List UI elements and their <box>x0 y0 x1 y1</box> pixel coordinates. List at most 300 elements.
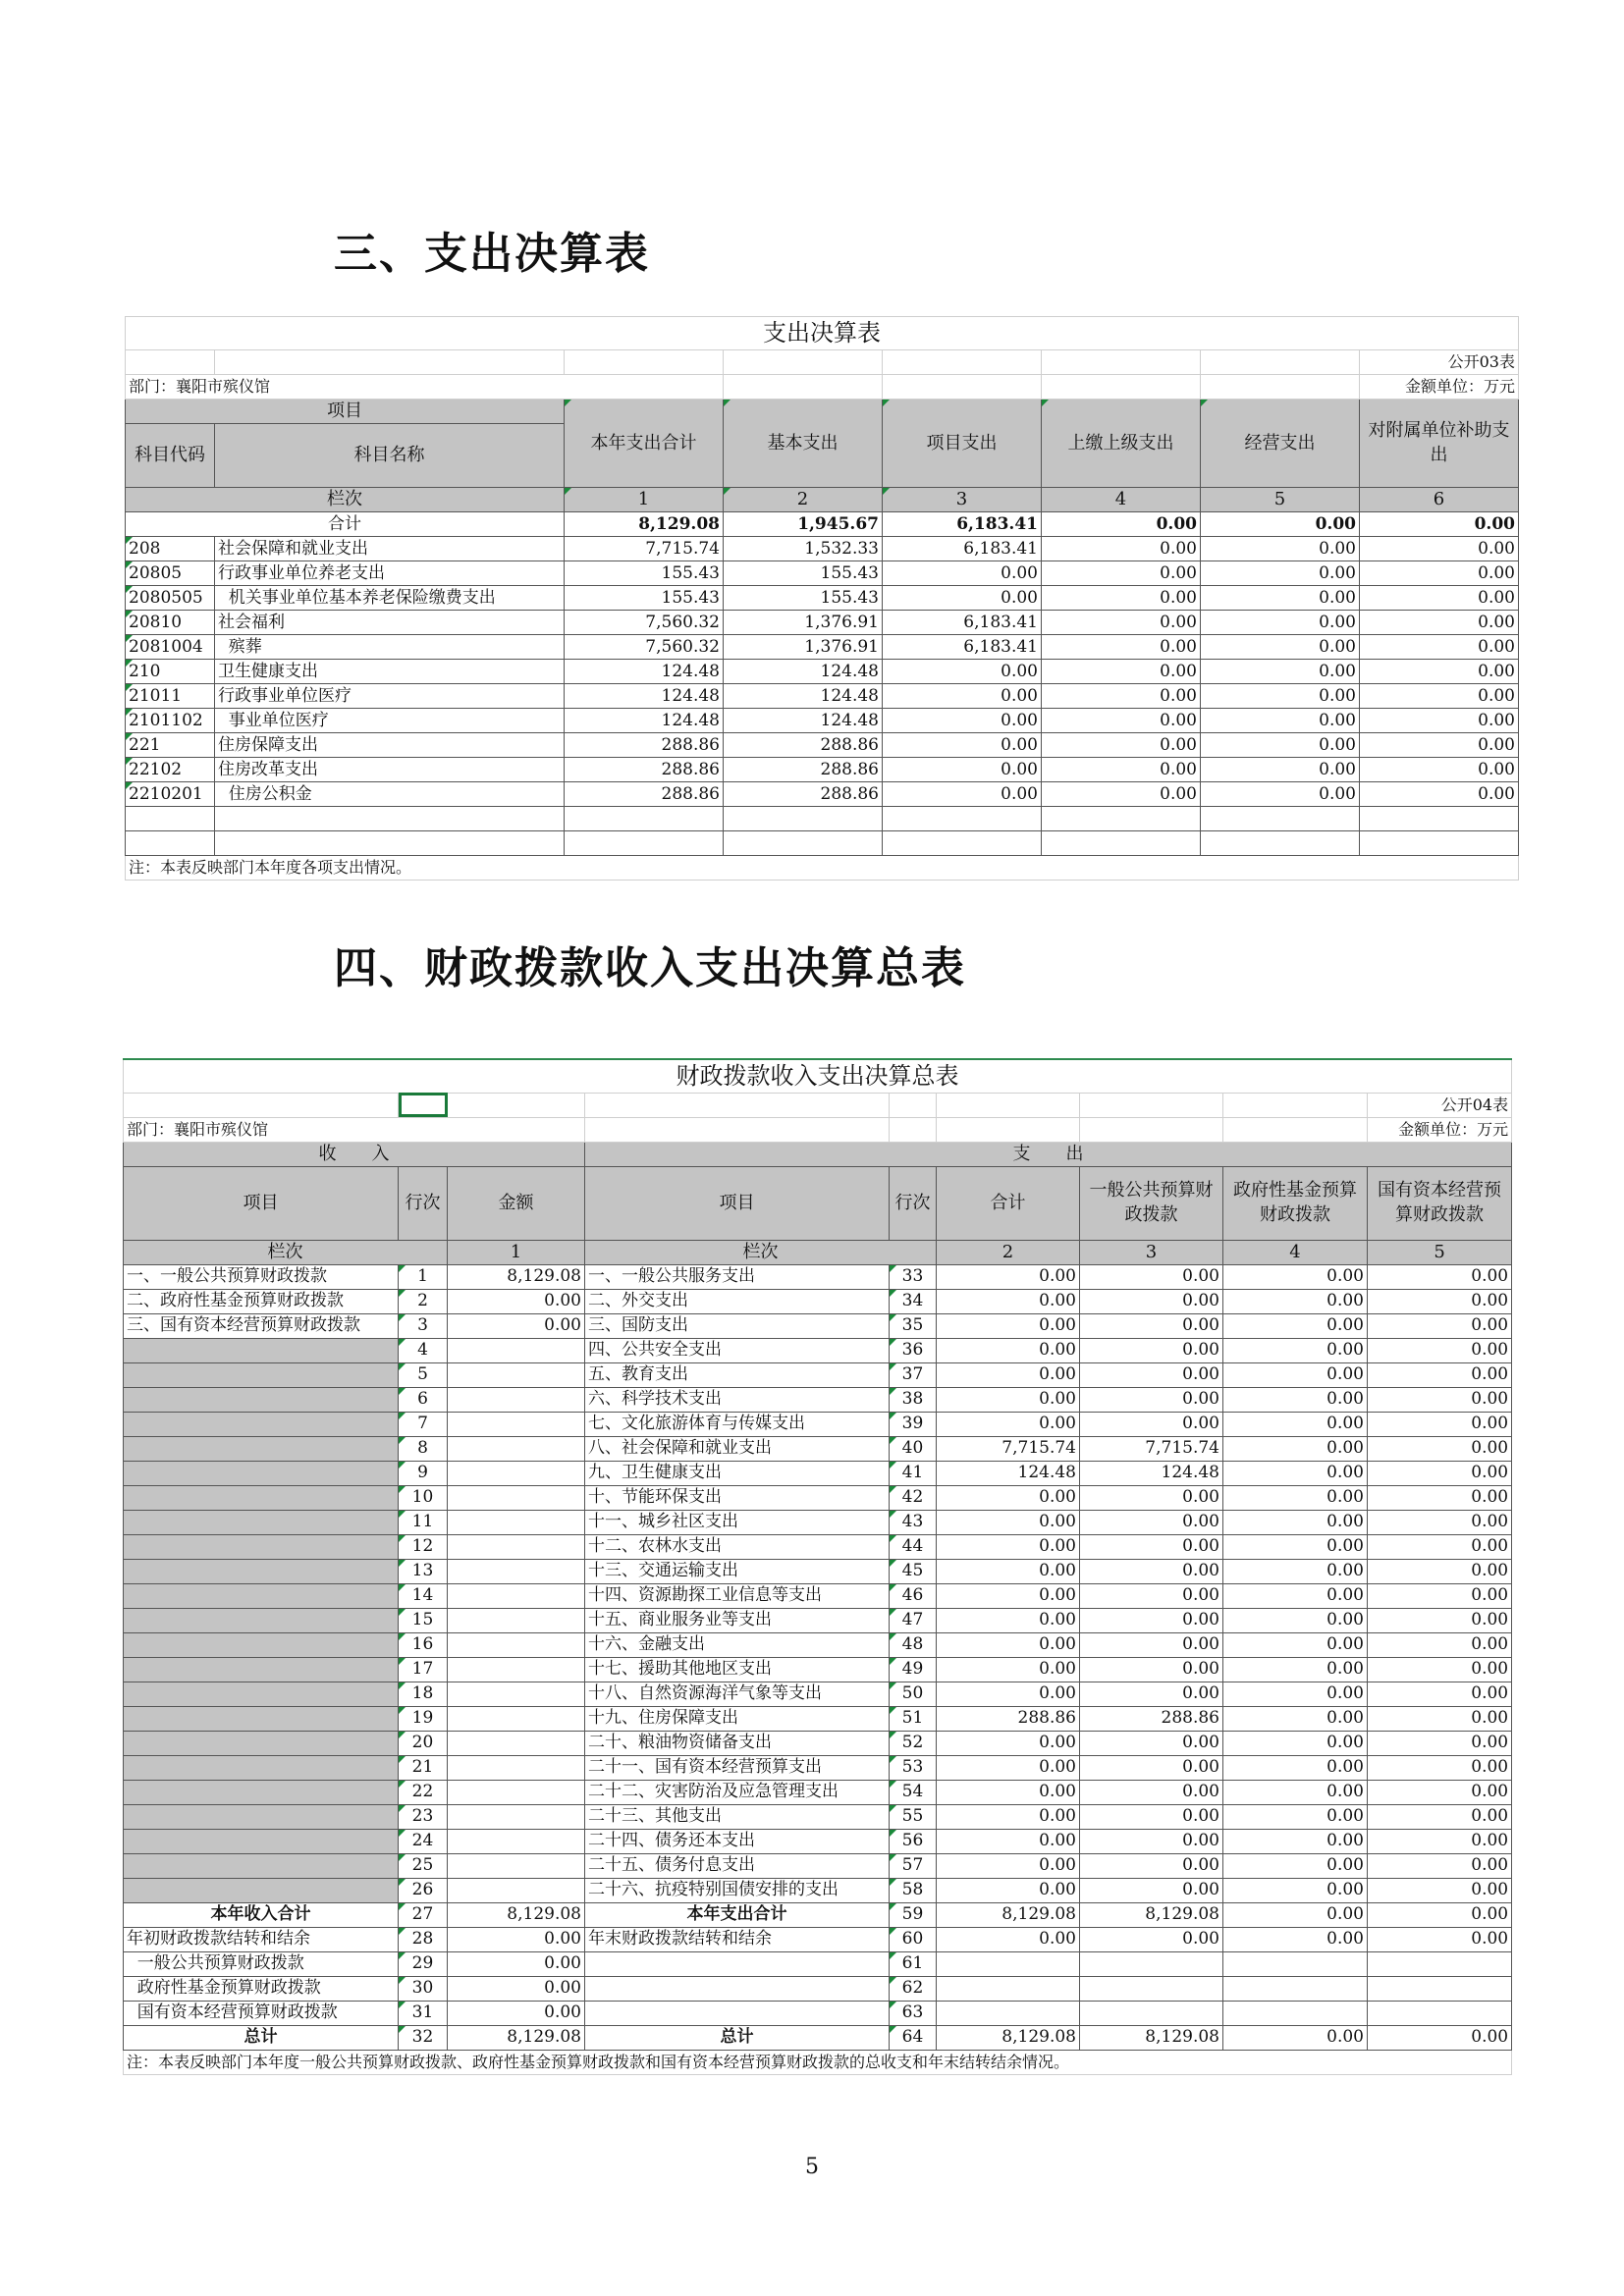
amount-unit-label: 金额单位：万元 <box>1368 1117 1512 1142</box>
income-rowno: 22 <box>399 1780 448 1804</box>
lanci-number: 5 <box>1201 488 1360 512</box>
expense-amount: 0.00 <box>1368 1780 1512 1804</box>
expense-rowno: 34 <box>890 1289 937 1313</box>
income-amount <box>448 1412 585 1436</box>
income-rowno: 27 <box>399 1902 448 1927</box>
table-row <box>124 2001 1512 2025</box>
expense-amount: 0.00 <box>1080 1780 1223 1804</box>
amount-cell: 0.00 <box>883 733 1042 758</box>
expense-amount: 8,129.08 <box>937 1902 1080 1927</box>
table-row <box>124 1976 1512 2001</box>
lanci-label: 栏次 <box>126 488 565 512</box>
expense-item: 十五、商业服务业等支出 <box>585 1608 890 1632</box>
subject-name: 社会保障和就业支出 <box>215 537 565 561</box>
income-item <box>124 1731 399 1755</box>
subject-name: 行政事业单位医疗 <box>215 684 565 709</box>
amount-cell: 0.00 <box>1201 537 1360 561</box>
expense-rowno: 35 <box>890 1313 937 1338</box>
table-row <box>124 1682 1512 1706</box>
fiscal-summary-rows <box>124 1264 1512 2050</box>
expense-amount: 0.00 <box>937 1534 1080 1559</box>
table-note: 注：本表反映部门本年度各项支出情况。 <box>126 856 1519 881</box>
table-row <box>124 1412 1512 1436</box>
amount-cell: 6,183.41 <box>883 611 1042 635</box>
lanci-label: 栏次 <box>124 1240 448 1264</box>
income-amount <box>448 1682 585 1706</box>
income-item <box>124 1559 399 1583</box>
amount-cell: 0.00 <box>1201 709 1360 733</box>
expense-rowno: 45 <box>890 1559 937 1583</box>
total-cell: 0.00 <box>1360 512 1519 537</box>
table-row <box>124 2025 1512 2050</box>
table-row <box>124 1927 1512 1951</box>
expense-item: 二、外交支出 <box>585 1289 890 1313</box>
expense-amount <box>937 2001 1080 2025</box>
expense-item: 十七、援助其他地区支出 <box>585 1657 890 1682</box>
amount-cell: 0.00 <box>1201 733 1360 758</box>
expense-rowno: 62 <box>890 1976 937 2001</box>
expense-amount: 0.00 <box>1368 1927 1512 1951</box>
header-rowno: 行次 <box>890 1166 937 1240</box>
expense-item: 十六、金融支出 <box>585 1632 890 1657</box>
expense-amount: 0.00 <box>1080 1362 1223 1387</box>
amount-cell: 288.86 <box>565 758 724 782</box>
income-amount: 0.00 <box>448 1976 585 2001</box>
income-item: 国有资本经营预算财政拨款 <box>124 2001 399 2025</box>
amount-cell: 0.00 <box>1360 586 1519 611</box>
expense-amount: 0.00 <box>1223 1608 1368 1632</box>
expense-amount: 0.00 <box>1223 1461 1368 1485</box>
expense-rowno: 54 <box>890 1780 937 1804</box>
expense-amount: 0.00 <box>1368 1510 1512 1534</box>
expense-amount: 0.00 <box>1080 1264 1223 1289</box>
expense-rowno: 39 <box>890 1412 937 1436</box>
amount-cell: 0.00 <box>1042 561 1201 586</box>
amount-cell: 0.00 <box>883 782 1042 807</box>
income-rowno: 7 <box>399 1412 448 1436</box>
table-row <box>124 1534 1512 1559</box>
subject-name: 卫生健康支出 <box>215 660 565 684</box>
expense-rowno: 61 <box>890 1951 937 1976</box>
amount-cell: 0.00 <box>1360 758 1519 782</box>
income-rowno: 17 <box>399 1657 448 1682</box>
expense-amount: 0.00 <box>1223 1853 1368 1878</box>
expense-rowno: 37 <box>890 1362 937 1387</box>
expense-amount: 0.00 <box>937 1632 1080 1657</box>
amount-cell: 288.86 <box>565 733 724 758</box>
income-item <box>124 1878 399 1902</box>
expense-item: 五、教育支出 <box>585 1362 890 1387</box>
expense-amount: 0.00 <box>1223 1362 1368 1387</box>
expense-amount: 0.00 <box>1080 1510 1223 1534</box>
income-rowno: 29 <box>399 1951 448 1976</box>
amount-cell: 124.48 <box>724 660 883 684</box>
expense-amount: 0.00 <box>1223 1559 1368 1583</box>
expense-amount: 0.00 <box>1080 1632 1223 1657</box>
expense-amount: 0.00 <box>937 1412 1080 1436</box>
income-rowno: 12 <box>399 1534 448 1559</box>
expense-rowno: 56 <box>890 1829 937 1853</box>
amount-cell: 0.00 <box>1042 635 1201 660</box>
expense-amount: 0.00 <box>1368 1264 1512 1289</box>
header-amount: 金额 <box>448 1166 585 1240</box>
expense-item: 二十六、抗疫特别国债安排的支出 <box>585 1878 890 1902</box>
expense-amount: 0.00 <box>1368 1878 1512 1902</box>
income-item: 年初财政拨款结转和结余 <box>124 1927 399 1951</box>
income-rowno: 16 <box>399 1632 448 1657</box>
expense-rowno: 40 <box>890 1436 937 1461</box>
expense-rowno: 48 <box>890 1632 937 1657</box>
page-number: 5 <box>805 2155 819 2179</box>
table-row <box>124 1804 1512 1829</box>
expense-amount: 0.00 <box>1368 2025 1512 2050</box>
fiscal-summary-table <box>123 1058 1512 2075</box>
header-item: 项目 <box>124 1166 399 1240</box>
income-rowno: 25 <box>399 1853 448 1878</box>
expense-amount: 0.00 <box>1080 1534 1223 1559</box>
amount-cell: 7,715.74 <box>565 537 724 561</box>
income-rowno: 11 <box>399 1510 448 1534</box>
expense-item: 二十五、债务付息支出 <box>585 1853 890 1878</box>
income-rowno: 20 <box>399 1731 448 1755</box>
income-item <box>124 1534 399 1559</box>
lanci-number: 1 <box>448 1240 585 1264</box>
income-rowno: 10 <box>399 1485 448 1510</box>
expense-amount: 0.00 <box>937 1682 1080 1706</box>
income-rowno: 8 <box>399 1436 448 1461</box>
income-amount <box>448 1387 585 1412</box>
expense-amount <box>1080 1951 1223 1976</box>
income-item <box>124 1608 399 1632</box>
table-row <box>124 1731 1512 1755</box>
expense-amount: 0.00 <box>1223 1412 1368 1436</box>
table-row <box>124 1461 1512 1485</box>
expense-amount: 0.00 <box>1368 1804 1512 1829</box>
income-item <box>124 1461 399 1485</box>
table-row <box>124 1289 1512 1313</box>
table-row <box>124 1657 1512 1682</box>
income-rowno: 13 <box>399 1559 448 1583</box>
amount-cell: 0.00 <box>1201 684 1360 709</box>
header-fund-budget: 政府性基金预算财政拨款 <box>1223 1166 1368 1240</box>
expense-amount <box>1223 1976 1368 2001</box>
expense-item: 十九、住房保障支出 <box>585 1706 890 1731</box>
expense-amount: 0.00 <box>1080 1657 1223 1682</box>
amount-cell: 288.86 <box>565 782 724 807</box>
income-amount: 0.00 <box>448 2001 585 2025</box>
income-amount <box>448 1632 585 1657</box>
expense-amount: 0.00 <box>937 1338 1080 1362</box>
income-item <box>124 1436 399 1461</box>
lanci-number: 5 <box>1368 1240 1512 1264</box>
subject-name: 机关事业单位基本养老保险缴费支出 <box>215 586 565 611</box>
amount-cell: 155.43 <box>565 561 724 586</box>
header-expense: 支 出 <box>585 1142 1512 1166</box>
subject-name: 住房公积金 <box>215 782 565 807</box>
income-rowno: 18 <box>399 1682 448 1706</box>
amount-cell: 124.48 <box>724 684 883 709</box>
expense-amount: 0.00 <box>1368 1853 1512 1878</box>
table-row <box>124 1755 1512 1780</box>
expense-item: 十四、资源勘探工业信息等支出 <box>585 1583 890 1608</box>
section-heading-expenditure: 三、支出决算表 <box>334 229 650 279</box>
expense-item: 二十三、其他支出 <box>585 1804 890 1829</box>
expense-amount: 0.00 <box>1223 1387 1368 1412</box>
income-rowno: 28 <box>399 1927 448 1951</box>
expense-amount: 0.00 <box>1368 1338 1512 1362</box>
table-row <box>126 611 1519 635</box>
expense-amount: 0.00 <box>937 1608 1080 1632</box>
total-cell: 8,129.08 <box>565 512 724 537</box>
income-amount <box>448 1829 585 1853</box>
income-amount <box>448 1731 585 1755</box>
header-col-subsidy: 对附属单位补助支出 <box>1360 400 1519 488</box>
income-rowno: 31 <box>399 2001 448 2025</box>
expense-rowno: 55 <box>890 1804 937 1829</box>
amount-cell: 0.00 <box>1042 537 1201 561</box>
header-col-basic: 基本支出 <box>724 400 883 488</box>
expense-item: 九、卫生健康支出 <box>585 1461 890 1485</box>
table-row <box>126 758 1519 782</box>
expense-rowno: 59 <box>890 1902 937 1927</box>
selected-cell[interactable] <box>399 1093 448 1117</box>
expense-amount: 0.00 <box>1080 1927 1223 1951</box>
header-col-operating: 经营支出 <box>1201 400 1360 488</box>
subject-name: 事业单位医疗 <box>215 709 565 733</box>
income-rowno: 26 <box>399 1878 448 1902</box>
income-amount <box>448 1755 585 1780</box>
income-item: 总计 <box>124 2025 399 2050</box>
expense-amount: 0.00 <box>1223 1902 1368 1927</box>
expense-amount: 0.00 <box>1368 1387 1512 1412</box>
table-row <box>126 709 1519 733</box>
expense-rowno: 57 <box>890 1853 937 1878</box>
expense-item: 六、科学技术支出 <box>585 1387 890 1412</box>
income-item <box>124 1387 399 1412</box>
amount-cell: 155.43 <box>724 561 883 586</box>
income-amount: 0.00 <box>448 1927 585 1951</box>
income-rowno: 5 <box>399 1362 448 1387</box>
expenditure-table <box>125 316 1519 881</box>
header-general-budget: 一般公共预算财政拨款 <box>1080 1166 1223 1240</box>
expense-amount: 0.00 <box>1080 1387 1223 1412</box>
expense-item: 七、文化旅游体育与传媒支出 <box>585 1412 890 1436</box>
expense-amount: 0.00 <box>1223 1780 1368 1804</box>
table-row <box>124 1706 1512 1731</box>
amount-cell: 1,376.91 <box>724 611 883 635</box>
amount-cell: 0.00 <box>1360 635 1519 660</box>
income-item <box>124 1485 399 1510</box>
income-item <box>124 1412 399 1436</box>
expense-amount: 0.00 <box>1223 1682 1368 1706</box>
amount-cell: 0.00 <box>883 684 1042 709</box>
income-item <box>124 1632 399 1657</box>
amount-cell: 0.00 <box>1360 782 1519 807</box>
table-row <box>124 1583 1512 1608</box>
amount-cell: 0.00 <box>1360 611 1519 635</box>
income-item <box>124 1510 399 1534</box>
table-row <box>124 1362 1512 1387</box>
expense-amount: 7,715.74 <box>1080 1436 1223 1461</box>
expense-item: 一、一般公共服务支出 <box>585 1264 890 1289</box>
subject-code: 22102 <box>126 758 215 782</box>
amount-cell: 0.00 <box>883 660 1042 684</box>
amount-cell: 155.43 <box>565 586 724 611</box>
header-name: 科目名称 <box>215 424 565 488</box>
expense-rowno: 53 <box>890 1755 937 1780</box>
income-amount <box>448 1608 585 1632</box>
expense-amount: 288.86 <box>937 1706 1080 1731</box>
amount-cell: 0.00 <box>1042 782 1201 807</box>
expense-rowno: 50 <box>890 1682 937 1706</box>
expense-amount: 288.86 <box>1080 1706 1223 1731</box>
expense-rowno: 33 <box>890 1264 937 1289</box>
income-item: 一、一般公共预算财政拨款 <box>124 1264 399 1289</box>
expense-amount: 0.00 <box>1223 1706 1368 1731</box>
expense-item: 二十、粮油物资储备支出 <box>585 1731 890 1755</box>
table-row <box>124 1951 1512 1976</box>
expense-amount: 0.00 <box>1080 1804 1223 1829</box>
header-state-capital: 国有资本经营预算财政拨款 <box>1368 1166 1512 1240</box>
expense-amount: 7,715.74 <box>937 1436 1080 1461</box>
amount-cell: 0.00 <box>1042 733 1201 758</box>
expense-amount: 0.00 <box>1368 1436 1512 1461</box>
expense-amount <box>1223 2001 1368 2025</box>
subject-code: 2210201 <box>126 782 215 807</box>
expense-amount: 0.00 <box>1368 1731 1512 1755</box>
income-item <box>124 1755 399 1780</box>
expense-item: 总计 <box>585 2025 890 2050</box>
subject-code: 20810 <box>126 611 215 635</box>
total-cell: 0.00 <box>1042 512 1201 537</box>
amount-cell: 0.00 <box>883 586 1042 611</box>
expense-amount: 0.00 <box>1080 1485 1223 1510</box>
expense-amount: 0.00 <box>1368 1608 1512 1632</box>
expense-amount <box>1223 1951 1368 1976</box>
amount-cell: 124.48 <box>565 660 724 684</box>
expense-item: 十三、交通运输支出 <box>585 1559 890 1583</box>
lanci-number: 4 <box>1223 1240 1368 1264</box>
expense-amount: 0.00 <box>1080 1559 1223 1583</box>
subject-name: 住房保障支出 <box>215 733 565 758</box>
table-row <box>124 1510 1512 1534</box>
expense-amount: 0.00 <box>1080 1755 1223 1780</box>
header-col-project: 项目支出 <box>883 400 1042 488</box>
income-item <box>124 1804 399 1829</box>
total-cell: 1,945.67 <box>724 512 883 537</box>
expense-rowno: 41 <box>890 1461 937 1485</box>
amount-cell: 6,183.41 <box>883 537 1042 561</box>
expenditure-table-title: 支出决算表 <box>126 317 1519 350</box>
amount-cell: 0.00 <box>1201 586 1360 611</box>
expense-amount: 0.00 <box>1223 1510 1368 1534</box>
income-rowno: 2 <box>399 1289 448 1313</box>
expense-amount: 0.00 <box>1080 1731 1223 1755</box>
expense-amount: 0.00 <box>937 1829 1080 1853</box>
subject-code: 221 <box>126 733 215 758</box>
amount-cell: 0.00 <box>883 758 1042 782</box>
table-row <box>124 1853 1512 1878</box>
expense-amount: 0.00 <box>1080 1608 1223 1632</box>
expense-amount: 0.00 <box>937 1559 1080 1583</box>
subject-code: 2081004 <box>126 635 215 660</box>
table-row <box>126 635 1519 660</box>
income-rowno: 14 <box>399 1583 448 1608</box>
expense-amount: 0.00 <box>1368 1657 1512 1682</box>
expenditure-rows <box>126 537 1519 807</box>
table-row <box>124 1632 1512 1657</box>
income-rowno: 4 <box>399 1338 448 1362</box>
amount-cell: 0.00 <box>1042 758 1201 782</box>
expense-amount: 8,129.08 <box>1080 2025 1223 2050</box>
expense-amount <box>1368 1976 1512 2001</box>
income-rowno: 21 <box>399 1755 448 1780</box>
expense-amount: 0.00 <box>1223 1804 1368 1829</box>
income-amount <box>448 1436 585 1461</box>
expense-amount: 0.00 <box>1223 1755 1368 1780</box>
income-rowno: 15 <box>399 1608 448 1632</box>
amount-cell: 124.48 <box>565 709 724 733</box>
income-item <box>124 1583 399 1608</box>
lanci-number: 3 <box>1080 1240 1223 1264</box>
expense-amount: 0.00 <box>1223 1485 1368 1510</box>
amount-cell: 0.00 <box>1201 635 1360 660</box>
subject-code: 20805 <box>126 561 215 586</box>
amount-cell: 155.43 <box>724 586 883 611</box>
amount-cell: 0.00 <box>1360 733 1519 758</box>
table-row <box>126 684 1519 709</box>
table-row <box>126 537 1519 561</box>
income-item: 政府性基金预算财政拨款 <box>124 1976 399 2001</box>
expense-amount: 0.00 <box>1223 1927 1368 1951</box>
expense-item: 二十一、国有资本经营预算支出 <box>585 1755 890 1780</box>
amount-cell: 1,376.91 <box>724 635 883 660</box>
expense-amount: 0.00 <box>1368 1485 1512 1510</box>
expense-item: 十一、城乡社区支出 <box>585 1510 890 1534</box>
amount-cell: 0.00 <box>883 561 1042 586</box>
department-label: 部门：襄阳市殡仪馆 <box>124 1117 585 1142</box>
expense-amount: 0.00 <box>1223 1534 1368 1559</box>
amount-cell: 0.00 <box>1360 561 1519 586</box>
income-amount <box>448 1657 585 1682</box>
amount-cell: 0.00 <box>1201 611 1360 635</box>
expense-amount: 0.00 <box>1368 1412 1512 1436</box>
expense-rowno: 43 <box>890 1510 937 1534</box>
header-income: 收 入 <box>124 1142 585 1166</box>
expense-item: 十二、农林水支出 <box>585 1534 890 1559</box>
expense-rowno: 36 <box>890 1338 937 1362</box>
income-rowno: 9 <box>399 1461 448 1485</box>
expense-amount <box>1080 1976 1223 2001</box>
income-amount: 8,129.08 <box>448 1902 585 1927</box>
expense-amount: 8,129.08 <box>937 2025 1080 2050</box>
income-amount <box>448 1780 585 1804</box>
expense-amount: 0.00 <box>937 1387 1080 1412</box>
income-item: 一般公共预算财政拨款 <box>124 1951 399 1976</box>
expense-amount: 0.00 <box>937 1510 1080 1534</box>
expense-item: 四、公共安全支出 <box>585 1338 890 1362</box>
expense-rowno: 64 <box>890 2025 937 2050</box>
amount-cell: 7,560.32 <box>565 635 724 660</box>
expense-amount: 0.00 <box>1223 1829 1368 1853</box>
table-row <box>124 1338 1512 1362</box>
expense-amount <box>937 1976 1080 2001</box>
income-amount <box>448 1338 585 1362</box>
expense-amount: 0.00 <box>1080 1682 1223 1706</box>
expense-amount: 0.00 <box>937 1583 1080 1608</box>
expense-amount: 0.00 <box>1368 1583 1512 1608</box>
expense-amount: 0.00 <box>1223 1583 1368 1608</box>
